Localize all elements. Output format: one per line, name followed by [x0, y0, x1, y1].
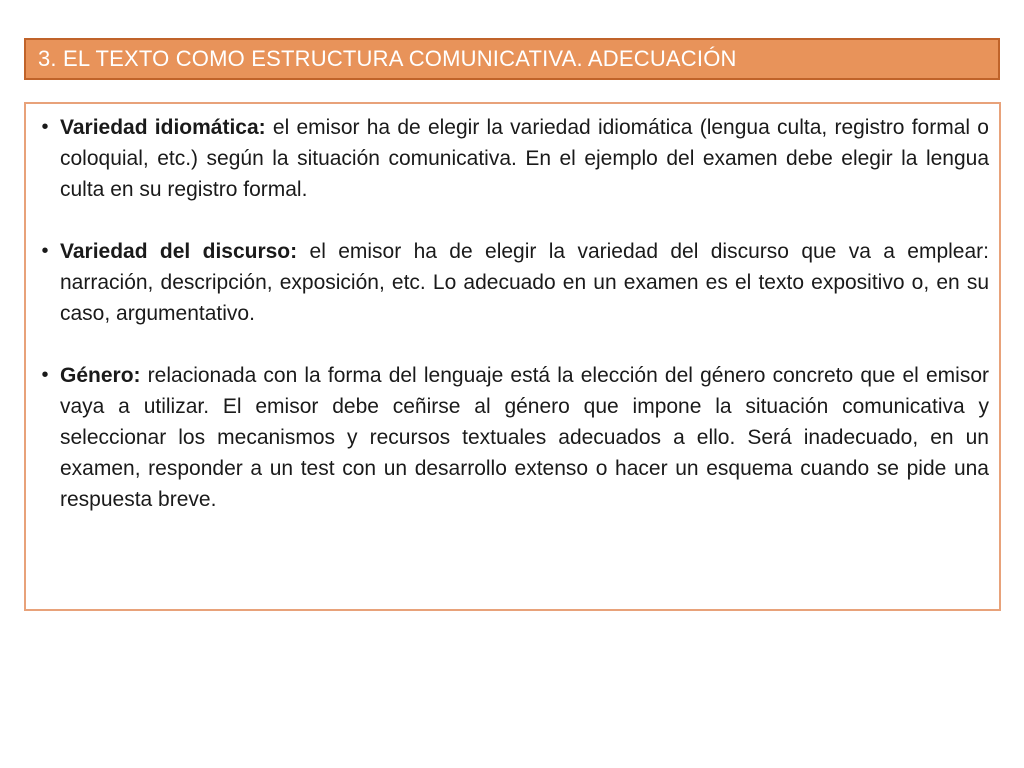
bullet-item-genero — [34, 360, 989, 515]
bullet-icon: • — [41, 116, 49, 138]
bullet-description: el emisor ha de elegir la variedad idiomática (lengua culta, registro formal o coloquial, etc.) según la situación comunicativa. En el ejemplo del examen debe elegir la lengua culta en su registro formal. — [60, 116, 989, 201]
bullet-item-variedad-discurso — [34, 236, 989, 329]
slide-title: 3. EL TEXTO COMO ESTRUCTURA COMUNICATIVA. ADECUACIÓN — [38, 46, 737, 71]
bullet-description: el emisor ha de elegir la variedad del discurso que va a emplear: narración, descripción, exposición, etc. Lo adecuado en un examen es el texto expositivo o, en su caso, argumentativo. — [60, 240, 989, 325]
bullet-text — [56, 360, 989, 515]
bullet-icon: • — [41, 364, 49, 386]
bullet-term: Género: — [60, 364, 141, 387]
bullet-term: Variedad idiomática: — [60, 116, 266, 139]
bullet-item-variedad-idiomatica — [34, 112, 989, 205]
content-box — [24, 102, 1001, 611]
bullet-description: relacionada con la forma del lenguaje está la elección del género concreto que el emisor vaya a utilizar. El emisor debe ceñirse al género que impone la situación comunicativa y seleccionar los mecanismos y recursos textuales adecuados a ello. Será inadecuado, en un examen, responder a un test con un desarrollo extenso o hacer un esquema cuando se pide una respuesta breve. — [60, 364, 989, 511]
bullet-text — [56, 236, 989, 329]
bullet-text — [56, 112, 989, 205]
bullet-term: Variedad del discurso: — [60, 240, 298, 263]
slide-title-bar — [24, 38, 1000, 80]
bullet-icon: • — [41, 240, 49, 262]
